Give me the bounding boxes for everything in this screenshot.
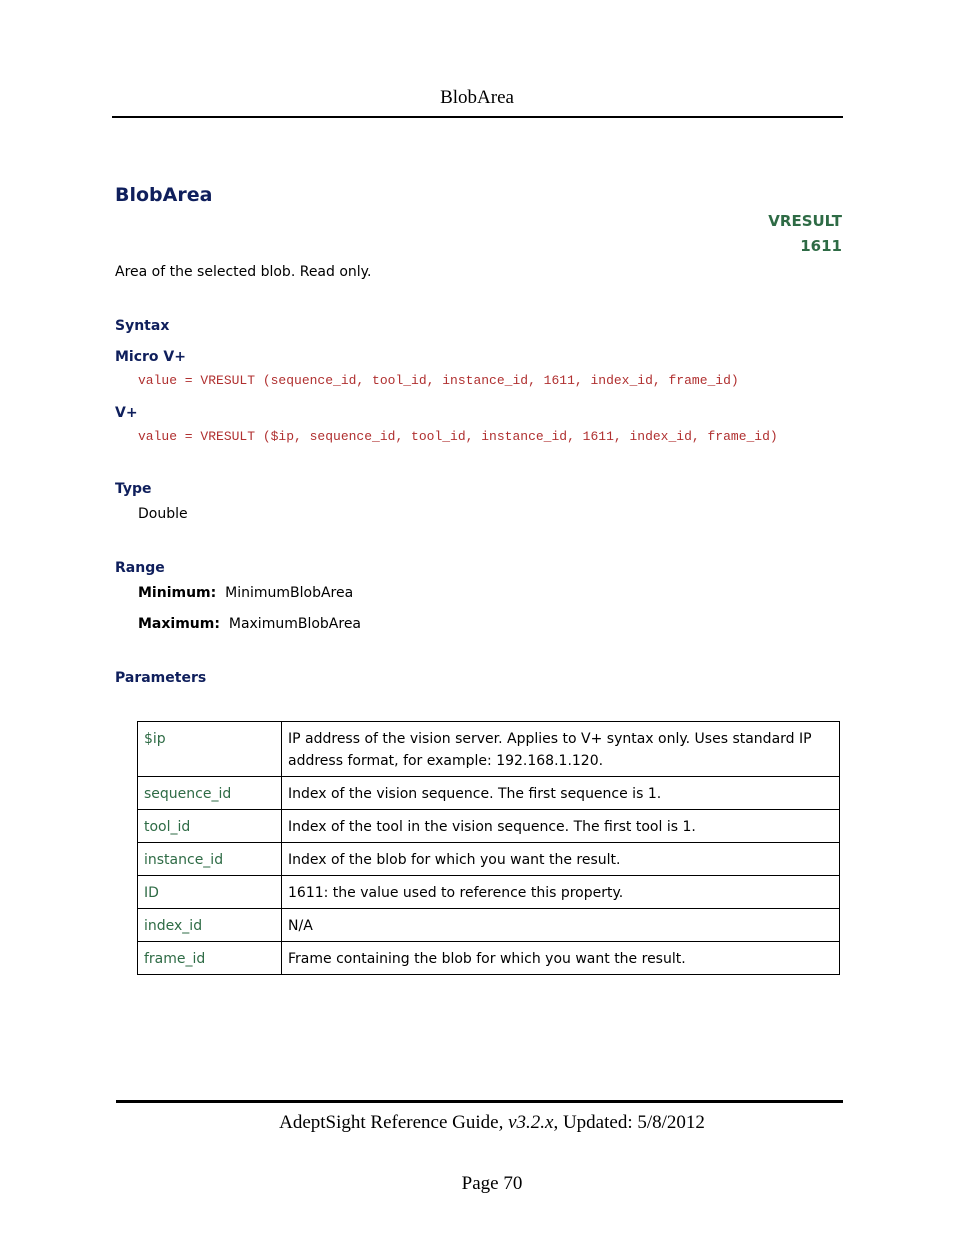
- param-name: instance_id: [138, 843, 282, 876]
- vplus-label: V+: [115, 405, 138, 421]
- vresult-label: VRESULT: [768, 212, 842, 230]
- param-description: Index of the tool in the vision sequence. The first tool is 1.: [282, 810, 840, 843]
- param-name: index_id: [138, 909, 282, 942]
- range-minimum-label: Minimum:: [138, 585, 217, 601]
- footer-guide-updated: , Updated: 5/8/2012: [553, 1112, 705, 1133]
- table-row: [138, 810, 840, 843]
- parameters-table: [137, 721, 840, 975]
- range-minimum: [138, 585, 353, 601]
- footer-guide-version: , v3.2.x: [498, 1112, 554, 1133]
- param-description: N/A: [282, 909, 840, 942]
- header-divider: [112, 116, 843, 118]
- vplus-code: value = VRESULT ($ip, sequence_id, tool_id, instance_id, 1611, index_id, frame_id): [138, 429, 778, 444]
- description: Area of the selected blob. Read only.: [115, 264, 372, 280]
- range-maximum: [138, 616, 361, 632]
- param-name: sequence_id: [138, 777, 282, 810]
- parameters-heading: Parameters: [115, 670, 207, 686]
- param-description: 1611: the value used to reference this property.: [282, 876, 840, 909]
- table-row: [138, 876, 840, 909]
- type-heading: Type: [115, 481, 152, 497]
- footer-guide-name: AdeptSight Reference Guide: [279, 1112, 499, 1133]
- type-value: Double: [138, 506, 188, 522]
- microvplus-code: value = VRESULT (sequence_id, tool_id, instance_id, 1611, index_id, frame_id): [138, 373, 739, 388]
- table-row: [138, 942, 840, 975]
- vresult-block: [768, 209, 842, 259]
- param-name: tool_id: [138, 810, 282, 843]
- param-name: $ip: [138, 722, 282, 777]
- param-name: ID: [138, 876, 282, 909]
- param-description: IP address of the vision server. Applies to V+ syntax only. Uses standard IP address format, for example: 192.168.1.120.: [282, 722, 840, 777]
- range-maximum-value: MaximumBlobArea: [228, 616, 362, 632]
- param-description: Index of the blob for which you want the result.: [282, 843, 840, 876]
- footer-divider: [116, 1100, 843, 1103]
- vresult-id: 1611: [800, 237, 842, 255]
- table-row: [138, 777, 840, 810]
- param-description: Frame containing the blob for which you want the result.: [282, 942, 840, 975]
- range-heading: Range: [115, 560, 165, 576]
- table-row: [138, 722, 840, 777]
- param-name: frame_id: [138, 942, 282, 975]
- table-row: [138, 843, 840, 876]
- range-minimum-value: MinimumBlobArea: [225, 585, 354, 601]
- range-maximum-label: Maximum:: [138, 616, 220, 632]
- syntax-heading: Syntax: [115, 318, 170, 334]
- table-row: [138, 909, 840, 942]
- param-description: Index of the vision sequence. The first sequence is 1.: [282, 777, 840, 810]
- page-title: BlobArea: [115, 184, 213, 206]
- footer-guide-line: [0, 1112, 954, 1134]
- page-number: Page 70: [461, 1173, 523, 1194]
- running-header-title: BlobArea: [440, 87, 514, 108]
- microvplus-label: Micro V+: [115, 349, 186, 365]
